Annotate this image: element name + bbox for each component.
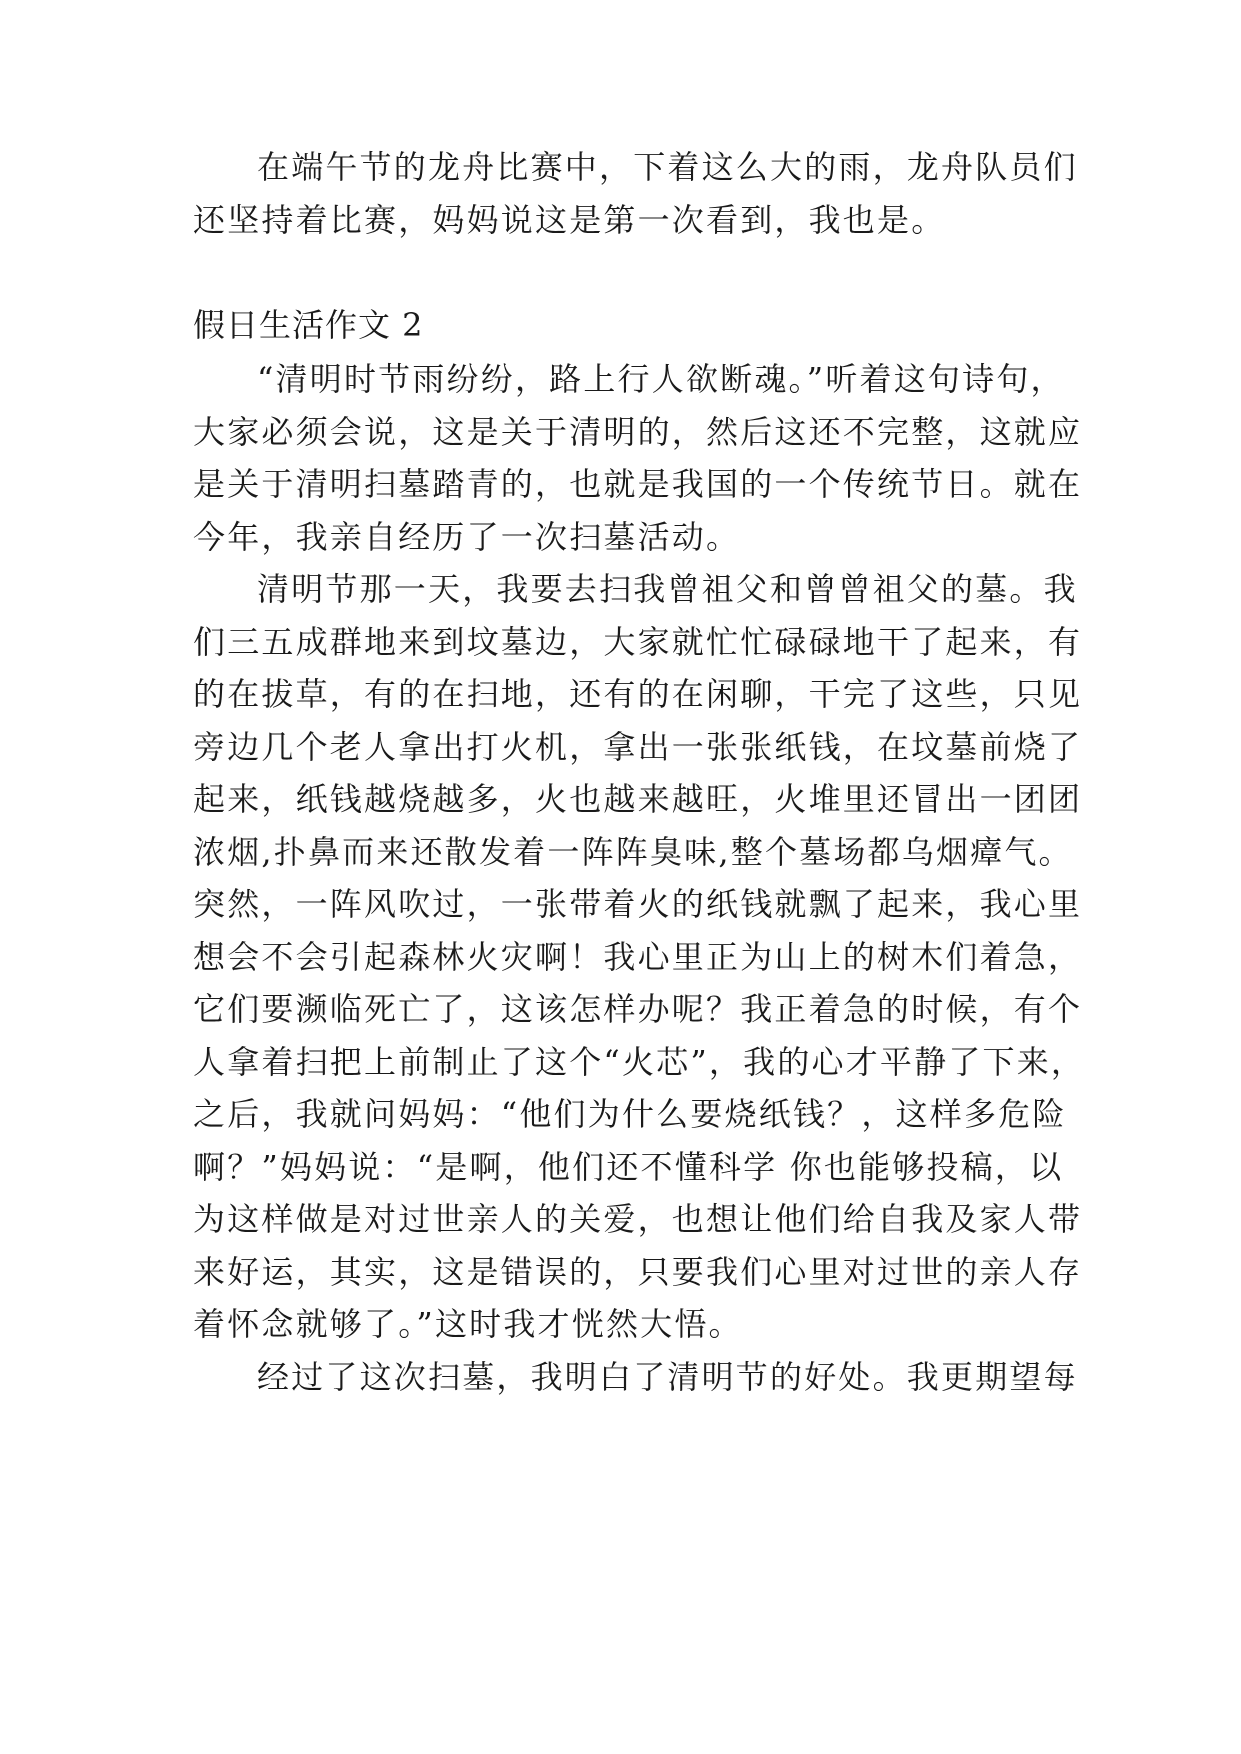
section-title: 假日生活作文 2 [193, 306, 424, 344]
paragraph-3-line-13: 为这样做是对过世亲人的关爱，也想让他们给自我及家人带 [193, 1200, 1083, 1238]
paragraph-2-line-4: 今年，我亲自经历了一次扫墓活动。 [193, 518, 741, 556]
paragraph-2-line-2: 大家必须会说，这是关于清明的，然后这还不完整，这就应 [193, 413, 1083, 451]
paragraph-3-line-14: 来好运，其实，这是错误的，只要我们心里对过世的亲人存 [193, 1253, 1083, 1291]
paragraph-1-line-2: 还坚持着比赛，妈妈说这是第一次看到，我也是。 [193, 201, 946, 239]
paragraph-4-line-1: 经过了这次扫墓，我明白了清明节的好处。我更期望每 [257, 1358, 1078, 1396]
paragraph-3-line-1: 清明节那一天，我要去扫我曾祖父和曾曾祖父的墓。我 [257, 570, 1078, 608]
paragraph-3-line-11: 之后，我就问妈妈：“他们为什么要烧纸钱？，这样多危险 [193, 1095, 1067, 1133]
paragraph-2-line-3: 是关于清明扫墓踏青的，也就是我国的一个传统节日。就在 [193, 465, 1083, 503]
paragraph-3-line-4: 旁边几个老人拿出打火机，拿出一张张纸钱，在坟墓前烧了 [193, 728, 1083, 766]
paragraph-3-line-9: 它们要濒临死亡了，这该怎样办呢？我正着急的时候，有个 [193, 990, 1083, 1028]
paragraph-3-line-12: 啊？”妈妈说：“是啊，他们还不懂科学 你也能够投稿，以 [193, 1148, 1064, 1186]
paragraph-3-line-2: 们三五成群地来到坟墓边，大家就忙忙碌碌地干了起来，有 [193, 623, 1083, 661]
paragraph-2-line-1: “清明时节雨纷纷，路上行人欲断魂。”听着这句诗句， [257, 360, 1065, 398]
paragraph-3-line-10: 人拿着扫把上前制止了这个“火芯”，我的心才平静了下来， [193, 1043, 1086, 1081]
paragraph-3-line-5: 起来，纸钱越烧越多，火也越来越旺，火堆里还冒出一团团 [193, 780, 1083, 818]
paragraph-3-line-8: 想会不会引起森林火灾啊！我心里正为山上的树木们着急， [193, 938, 1083, 976]
paragraph-3-line-15: 着怀念就够了。”这时我才恍然大悟。 [193, 1305, 743, 1343]
paragraph-3-line-6: 浓烟,扑鼻而来还散发着一阵阵臭味,整个墓场都乌烟瘴气。 [193, 833, 1073, 871]
paragraph-1-line-1: 在端午节的龙舟比赛中，下着这么大的雨，龙舟队员们 [257, 148, 1078, 186]
paragraph-3-line-7: 突然，一阵风吹过，一张带着火的纸钱就飘了起来，我心里 [193, 885, 1083, 923]
paragraph-3-line-3: 的在拔草，有的在扫地，还有的在闲聊，干完了这些，只见 [193, 675, 1083, 713]
